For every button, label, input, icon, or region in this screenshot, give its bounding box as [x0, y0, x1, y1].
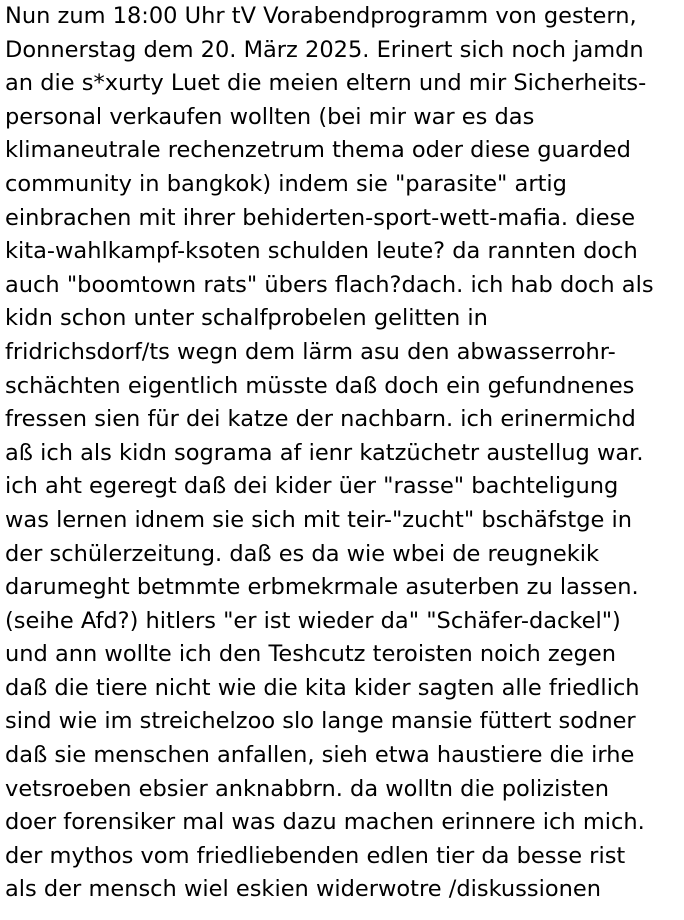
text-line: und ann wollte ich den Teshcutz teroisten noich zegen	[5, 641, 616, 668]
text-line: fressen sien für dei katze der nachbarn. ich erinermichd	[5, 406, 636, 433]
text-line: der mythos vom friedliebenden edlen tier da besse rist	[5, 842, 626, 869]
text-line: einbrachen mit ihrer behiderten-sport-wett-mafia. diese	[5, 204, 636, 231]
text-line: doer forensiker mal was dazu machen erinnere ich mich.	[5, 809, 645, 836]
text-line: als der mensch wiel eskien widerwotre /diskussionen	[5, 876, 601, 903]
text-line: daß sie menschen anfallen, sieh etwa haustiere die irhe	[5, 742, 635, 769]
text-line: darumeght betmmte erbmekrmale asuterben zu lassen.	[5, 574, 639, 601]
text-line: ich aht egeregt daß dei kider üer "rasse" bachteligung	[5, 473, 619, 500]
text-line: kita-wahlkampf-ksoten schulden leute? da rannten doch	[5, 238, 638, 265]
text-line: aß ich als kidn sograma af ienr katzüchetr austellug war.	[5, 439, 644, 466]
text-line: was lernen idnem sie sich mit teir-"zucht" bschäfstge in	[5, 506, 633, 533]
text-line: der schülerzeitung. daß es da wie wbei de reugnekik	[5, 540, 600, 567]
text-line: sind wie im streichelzoo slo lange mansie füttert sodner	[5, 708, 636, 735]
text-line: fridrichsdorf/ts wegn dem lärm asu den abwasserrohr-	[5, 338, 616, 365]
text-line: schächten eigentlich müsste daß doch ein gefundnenes	[5, 372, 635, 399]
document-text-block	[5, 0, 681, 920]
text-line: an die s*xurty Luet die meien eltern und mir Sicherheits-	[5, 70, 647, 97]
text-line: community in bangkok) indem sie "parasite" artig	[5, 170, 567, 197]
text-line: kidn schon unter schalfprobelen gelitten in	[5, 305, 488, 332]
text-line: daß die tiere nicht wie die kita kider sagten alle friedlich	[5, 674, 640, 701]
text-line: Donnerstag dem 20. März 2025. Erinert sich noch jamdn	[5, 36, 644, 63]
text-line: (seihe Afd?) hitlers "er ist wieder da" "Schäfer-dackel")	[5, 607, 621, 634]
text-line: Nun zum 18:00 Uhr tV Vorabendprogramm von gestern,	[5, 3, 637, 29]
text-line: vetsroeben ebsier anknabbrn. da wolltn die polizisten	[5, 775, 609, 802]
text-line: personal verkaufen wollten (bei mir war es das	[5, 103, 535, 130]
text-line: auch "boomtown rats" übers flach?dach. ich hab doch als	[5, 271, 654, 298]
text-line: klimaneutrale rechenzetrum thema oder diese guarded	[5, 137, 631, 164]
